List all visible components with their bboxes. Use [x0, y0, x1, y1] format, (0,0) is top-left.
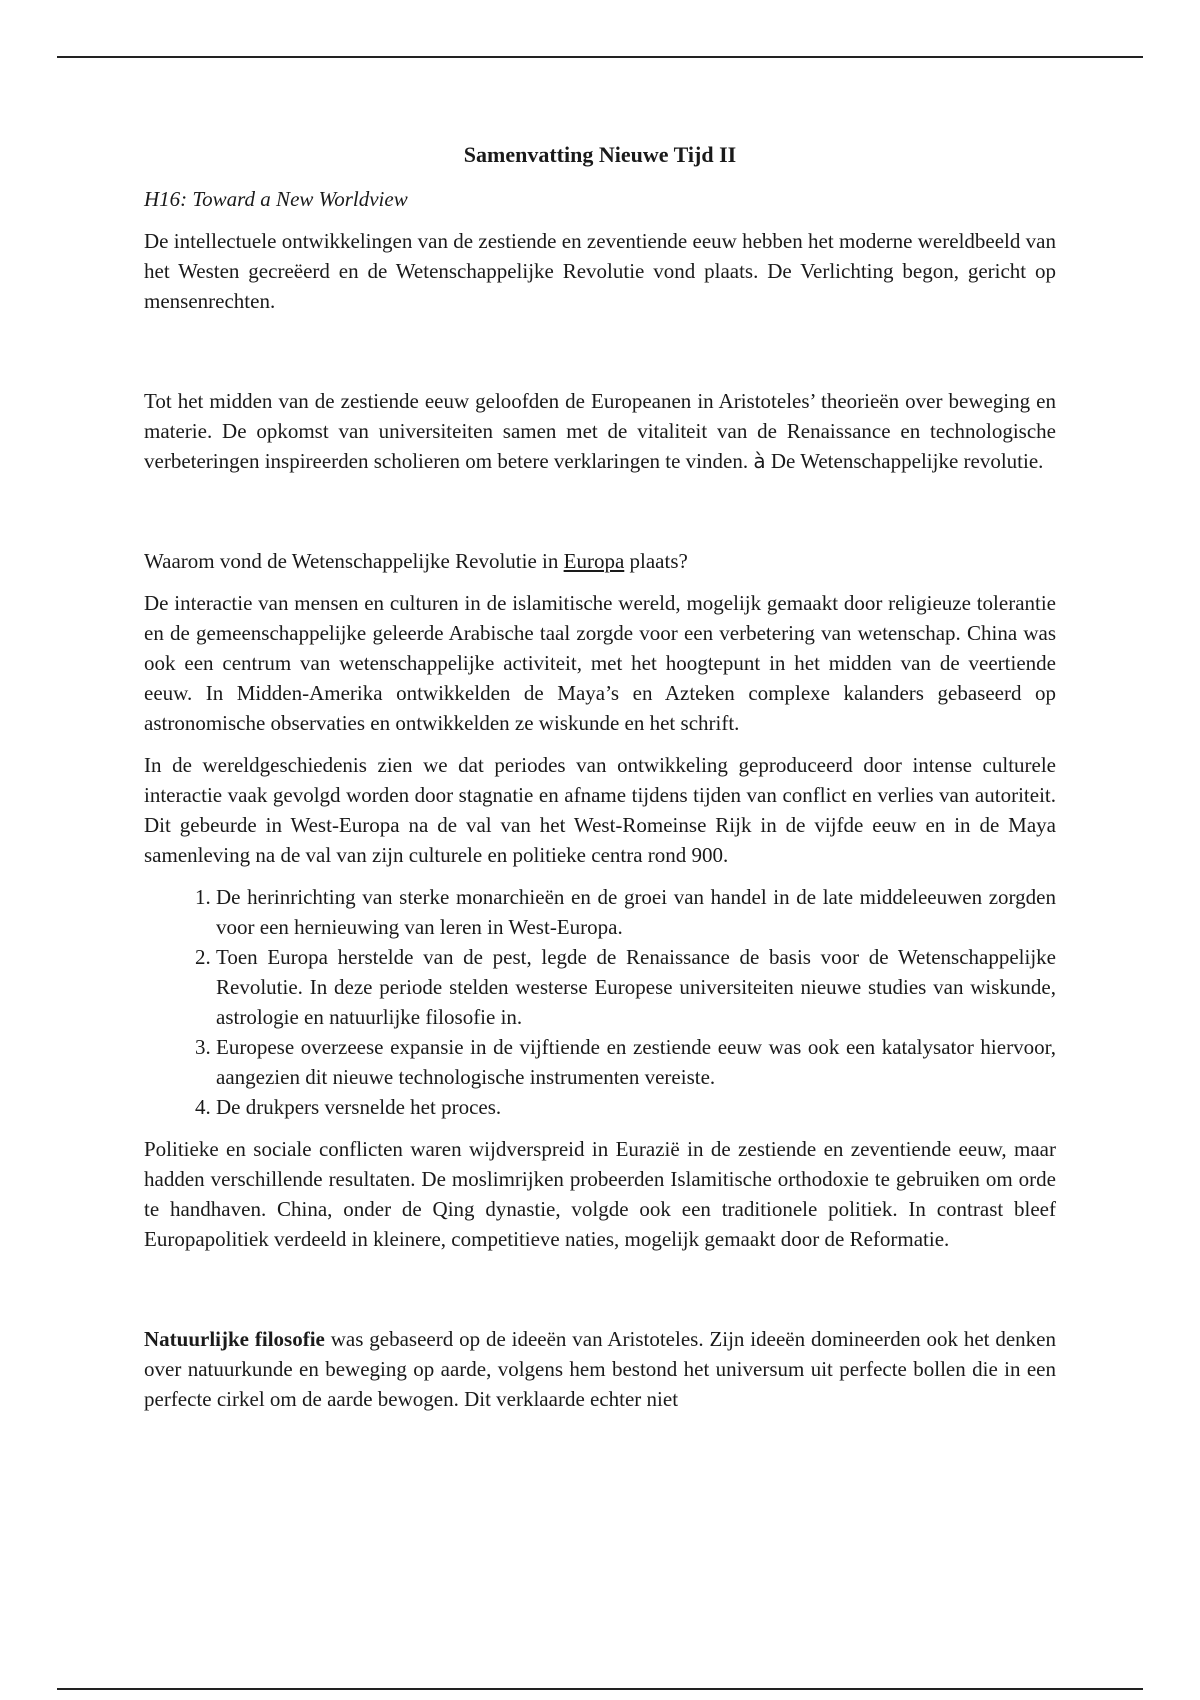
spacer [144, 328, 1056, 386]
spacer [144, 1266, 1056, 1324]
document-page [144, 140, 1056, 1414]
paragraph-aristotle [144, 386, 1056, 476]
top-rule [57, 56, 1143, 58]
paragraph-political: Politieke en sociale conflicten waren wijdverspreid in Eurazië in de zestiende en zeventiende eeuw, maar hadden verschillende resultaten. De moslimrijken probeerden Islamitische orthodoxie te gebruiken om orde te handhaven. China, onder de Qing dynastie, volgde ook een traditionele politiek. In contrast bleef Europapolitiek verdeeld in kleinere, competitieve naties, mogelijk gemaakt door de Reformatie. [144, 1137, 1056, 1251]
question-before: Waarom vond de Wetenschappelijke Revolutie in [144, 549, 559, 573]
paragraph-aristotle-end: De Wetenschappelijke revolutie. [770, 449, 1044, 473]
numbered-list [144, 882, 1056, 1122]
paragraph-interaction: De interactie van mensen en culturen in de islamitische wereld, mogelijk gemaakt door religieuze tolerantie en de gemeenschappelijke geleerde Arabische taal zorgde voor een verbetering van wetenschap. China was ook een centrum van wetenschappelijke activiteit, met het hoogtepunt in het midden van de veertiende eeuw. In Midden-Amerika ontwikkelden de Maya’s en Azteken complexe kalanders gebaseerd op astronomische observaties en ontwikkelden ze wiskunde en het schrift. [144, 591, 1056, 735]
question-heading [144, 546, 1056, 576]
list-item: 1. De herinrichting van sterke monarchieën en de groei van handel in de late middeleeuwen zorgden voor een hernieuwing van leren in West-Europa. [216, 882, 1056, 942]
arrow-glyph: à [753, 449, 766, 473]
paragraph-natural-philosophy-text: was gebaseerd op de ideeën van Aristoteles. Zijn ideeën domineerden ook het denken over natuurkunde en beweging op aarde, volgens hem bestond het universum uit perfecte bollen die in een perfecte cirkel om de aarde bewogen. Dit verklaarde echter niet [144, 1327, 1057, 1411]
paragraph-aristotle-text: Tot het midden van de zestiende eeuw geloofden de Europeanen in Aristoteles’ theorieën over beweging en materie. De opkomst van universiteiten samen met de vitaliteit van de Renaissance en technologische verbeteringen inspireerden scholieren om betere verklaringen te vinden. [144, 389, 1056, 473]
bottom-rule [57, 1688, 1143, 1690]
list-item: 4. De drukpers versnelde het proces. [216, 1092, 1056, 1122]
paragraph-natural-philosophy [144, 1324, 1056, 1414]
spacer [144, 488, 1056, 546]
document-title: Samenvatting Nieuwe Tijd II [463, 142, 737, 167]
list-item: 3. Europese overzeese expansie in de vijftiende en zestiende eeuw was ook een katalysator hiervoor, aangezien dit nieuwe technologische instrumenten vereiste. [216, 1032, 1056, 1092]
list-item: 2. Toen Europa herstelde van de pest, legde de Renaissance de basis voor de Wetenschappelijke Revolutie. In deze periode stelden westerse Europese universiteiten nieuwe studies van wiskunde, astrologie en natuurlijke filosofie in. [216, 942, 1056, 1032]
term-natural-philosophy: Natuurlijke filosofie [144, 1327, 325, 1351]
paragraph-intro: De intellectuele ontwikkelingen van de zestiende en zeventiende eeuw hebben het moderne wereldbeeld van het Westen gecreëerd en de Wetenschappelijke Revolutie vond plaats. De Verlichting begon, gericht op mensenrechten. [144, 229, 1056, 313]
chapter-heading: H16: Toward a New Worldview [144, 187, 408, 211]
europa-link[interactable]: Europa [563, 549, 625, 573]
paragraph-world-history: In de wereldgeschiedenis zien we dat periodes van ontwikkeling geproduceerd door intense culturele interactie vaak gevolgd worden door stagnatie en afname tijdens tijden van conflict en verlies van autoriteit. Dit gebeurde in West-Europa na de val van het West-Romeinse Rijk in de vijfde eeuw en in de Maya samenleving na de val van zijn culturele en politieke centra rond 900. [144, 753, 1056, 867]
question-after: plaats? [629, 549, 688, 573]
